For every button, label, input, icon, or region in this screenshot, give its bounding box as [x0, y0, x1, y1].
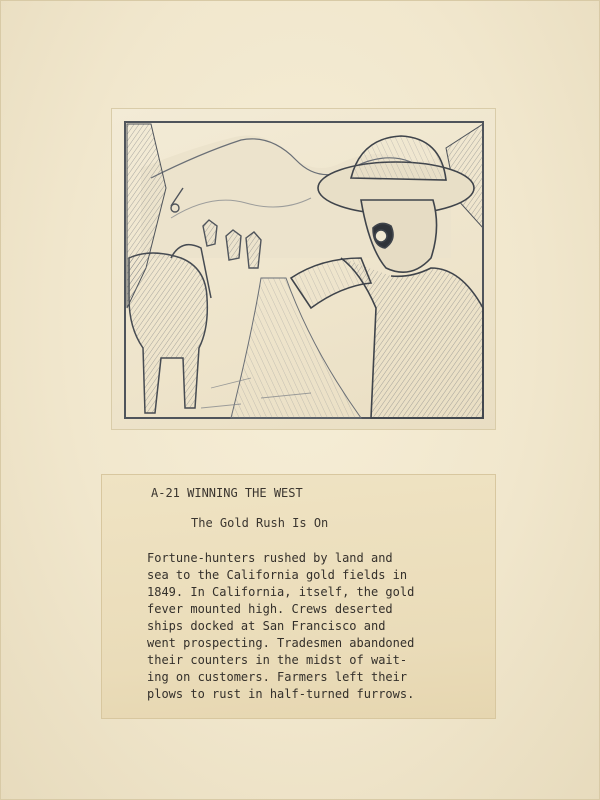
card-header: A-21 WINNING THE WEST: [151, 486, 303, 500]
body-line: 1849. In California, itself, the gold: [147, 585, 415, 599]
body-line: Fortune-hunters rushed by land and: [147, 551, 393, 565]
card-body-text: [147, 550, 487, 703]
body-line: went prospecting. Tradesmen abandoned: [147, 636, 415, 650]
body-line: fever mounted high. Crews deserted: [147, 602, 393, 616]
body-line: their counters in the midst of wait-: [147, 653, 408, 667]
caption-card: [101, 474, 496, 719]
pencil-sketch: [111, 108, 496, 430]
body-line: sea to the California gold fields in: [147, 568, 408, 582]
gold-rush-sketch-illustration: [111, 108, 496, 430]
body-line: ships docked at San Francisco and: [147, 619, 386, 633]
body-line: plows to rust in half-turned furrows.: [147, 687, 415, 701]
body-line: ing on customers. Farmers left their: [147, 670, 408, 684]
card-title: The Gold Rush Is On: [191, 516, 329, 530]
